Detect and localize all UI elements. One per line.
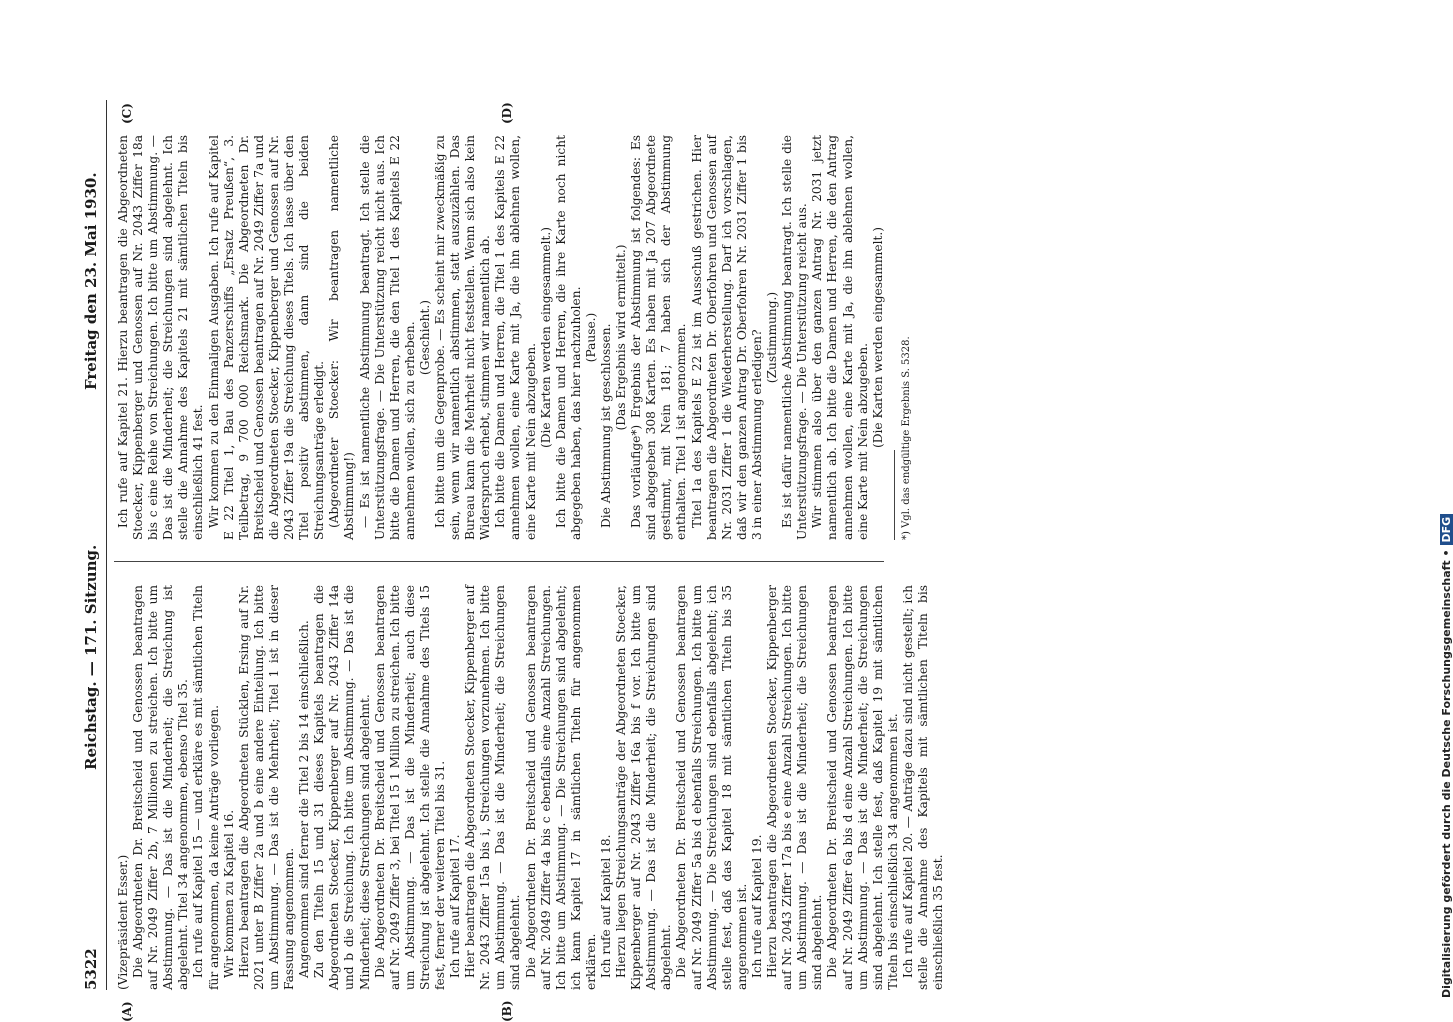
paragraph: (Die Karten werden eingesammelt.) [539,135,554,540]
margin-mark-a: (A) [120,1001,134,1022]
paragraph: Hier beantragen die Abgeordneten Stoecker, Kippenberger auf Nr. 2043 Ziffer 15a bis i, Streichungen vorzunehmen. Ich bitte um Abstimmung. — Das ist die Minderheit; die Streichungen sind abgelehnt. [463,585,523,990]
right-column [116,135,914,540]
paragraph: Ich bitte die Damen und Herren, die ihre Karte noch nicht abgegeben haben, das hier nachzuholen. [554,135,584,540]
paragraph: Ich bitte die Damen und Herren, die Titel 1 des Kapitels E 22 annehmen wollen, eine Karte mit Ja, die ihn ablehnen wollen, eine Karte mit Nein abzugeben. [493,135,538,540]
paragraph: (Geschieht.) [418,135,433,540]
paragraph: Die Abgeordneten Dr. Breitscheid und Genossen beantragen auf Nr. 2049 Ziffer 2b, 7 Millionen zu streichen. Ich bitte um Abstimmung. — Das ist die Minderheit; die Streichung ist abgelehnt. Titel 34 angenommen, ebenso Titel 35. [131,585,191,990]
page-date: Freitag den 23. Mai 1930. [82,172,100,390]
rotated-page [80,100,1310,990]
dfg-logo: DFG [1440,514,1453,546]
margin-mark-b: (B) [500,1001,514,1022]
paragraph: — Es ist namentliche Abstimmung beantragt. Ich stelle die Unterstützungsfrage. — Die Unterstützung reicht nicht aus. Ich bitte die Damen und Herren, die den Titel 1 des Kapitels E 22 annehmen wollen, sich zu erheben. [358,135,418,540]
paragraph: Angenommen sind ferner die Titel 2 bis 14 einschließlich. [297,585,312,990]
paragraph: Die Abstimmung ist geschlossen. [599,135,614,540]
paragraph: Die Abgeordneten Dr. Breitscheid und Genossen beantragen auf Nr. 2049 Ziffer 5a bis d ebenfalls Streichungen. Ich bitte um Abstimmung. — Die Streichungen sind ebenfalls abgelehnt; ich stelle fest, daß das Kapitel 18 mit sämtlichen Titeln bis 35 angenommen ist. [674,585,749,990]
paragraph: Ich rufe auf Kapitel 18. [599,585,614,990]
footnote: *) Vgl. das endgültige Ergebnis S. 5328. [899,135,914,540]
page-title: Reichstag. — 171. Sitzung. [82,545,100,770]
margin-mark-c: (C) [120,103,134,124]
paragraph: Das vorläufige*) Ergebnis der Abstimmung ist folgendes: Es sind abgegeben 308 Karten. Es haben mit Ja 207 Abgeordnete gestimmt, mit Nein 181; 7 haben sich der Abstimmung enthalten. Titel 1 ist angenommen. [629,135,689,540]
paragraph: Hierzu beantragen die Abgeordneten Stücklen, Ersing auf Nr. 2021 unter B Ziffer 2a und b eine andere Einteilung. Ich bitte um Abstimmung. — Das ist die Mehrheit; Titel 1 ist in dieser Fassung angenommen. [237,585,297,990]
paragraph: Die Abgeordneten Dr. Breitscheid und Genossen beantragen auf Nr. 2049 Ziffer 6a bis d eine Anzahl Streichungen. Ich bitte um Abstimmung. — Das ist die Minderheit; die Streichungen sind abgelehnt. Ich stelle fest, daß Kapitel 19 mit sämtlichen Titeln bis einschließlich 34 angenommen ist. [825,585,900,990]
paragraph: Ich rufe auf Kapitel 20. — Anträge dazu sind nicht gestellt; ich stelle die Annahme des Kapitels mit sämtlichen Titeln bis einschließlich 35 fest. [901,585,946,990]
paragraph: (Das Ergebnis wird ermittelt.) [614,135,629,540]
paragraph: Ich rufe auf Kapitel 19. [750,585,765,990]
paragraph: Die Abgeordneten Dr. Breitscheid und Genossen beantragen auf Nr. 2049 Ziffer 3, bei Titel 15 1 Million zu streichen. Ich bitte um Abstimmung. — Das ist die Minderheit; auch diese Streichung ist abgelehnt. Ich stelle die Annahme des Titels 15 fest, ferner der weiteren Titel bis 31. [373,585,448,990]
paragraph: Hierzu liegen Streichungsanträge der Abgeordneten Stoecker, Kippenberger auf Nr. 2043 Ziffer 16a bis f vor. Ich bitte um Abstimmung. — Das ist die Minderheit; die Streichungen sind abgelehnt. [614,585,674,990]
paragraph: (Zustimmung.) [765,135,780,540]
credit-text: Digitalisierung gefördert durch die Deutsche Forschungsgemeinschaft • [1440,549,1453,998]
paragraph: Es ist dafür namentliche Abstimmung beantragt. Ich stelle die Unterstützungsfrage. — Die Unterstützung reicht aus. [780,135,810,540]
paragraph: Ich rufe auf Kapitel 15 — und erkläre es mit sämtlichen Titeln für angenommen, da keine Anträge vorliegen. [191,585,221,990]
paragraph: Ich rufe auf Kapitel 21. Hierzu beantragen die Abgeordneten Stoecker, Kippenberger und Genossen auf Nr. 2043 Ziffer 18a bis c eine Reihe von Streichungen. Ich bitte um Abstimmung. — Das ist die Minderheit; die Streichungen sind abgelehnt. Ich stelle die Annahme des Kapitels 21 mit sämtlichen Titeln bis einschließlich 41 fest. [116,135,207,540]
paragraph: Wir kommen zu Kapitel 16. [222,585,237,990]
paragraph: (Vizepräsident Esser.) [116,585,131,990]
left-column [116,585,946,990]
paragraph: Titel 1a des Kapitels E 22 ist im Ausschuß gestrichen. Hier beantragen die Abgeordneten Dr. Oberfohren und Genossen auf Nr. 2031 Ziffer 1 die Wiederherstellung. Darf ich vorschlagen, daß wir den ganzen Antrag Dr. Oberfohren Nr. 2031 Ziffer 1 bis 3 in einer Abstimmung erledigen? [690,135,765,540]
paragraph: Wir stimmen also über den ganzen Antrag Nr. 2031 jetzt namentlich ab. Ich bitte die Damen und Herren, die den Antrag annehmen wollen, eine Karte mit Ja, die ihn ablehnen wollen, eine Karte mit Nein abzugeben. [810,135,870,540]
paragraph: Wir kommen zu den Einmaligen Ausgaben. Ich rufe auf Kapitel E 22 Titel 1, Bau des Panzerschiffs „Ersatz Preußen“, 3. Teilbetrag, 9 700 000 Reichsmark. Die Abgeordneten Dr. Breitscheid und Genossen beantragen auf Nr. 2049 Ziffer 7a und die Abgeordneten Stoecker, Kippenberger und Genossen auf Nr. 2043 Ziffer 19a die Streichung dieses Titels. Ich lasse über den Titel positiv abstimmen, dann sind die beiden Streichungsanträge erledigt. [207,135,328,540]
column-divider [114,561,884,562]
paragraph: (Die Karten werden eingesammelt.) [871,135,886,540]
footnote-rule [894,450,895,540]
paragraph: Die Abgeordneten Dr. Breitscheid und Genossen beantragen auf Nr. 2049 Ziffer 4a bis c ebenfalls eine Anzahl Streichungen. Ich bitte um Abstimmung. — Die Streichungen sind abgelehnt; ich kann Kapitel 17 in sämtlichen Titeln für angenommen erklären. [524,585,599,990]
page-header [80,100,107,990]
paragraph: Ich rufe auf Kapitel 17. [448,585,463,990]
margin-mark-d: (D) [500,102,514,124]
paragraph: Zu den Titeln 15 und 31 dieses Kapitels beantragen die Abgeordneten Stoecker, Kippenberger auf Nr. 2043 Ziffer 14a und b die Streichung. Ich bitte um Abstimmung. — Das ist die Minderheit; diese Streichungen sind abgelehnt. [312,585,372,990]
paragraph: Hierzu beantragen die Abgeordneten Stoecker, Kippenberger auf Nr. 2043 Ziffer 17a bis e eine Anzahl Streichungen. Ich bitte um Abstimmung. — Das ist die Minderheit; die Streichungen sind abgelehnt. [765,585,825,990]
paragraph: (Pause.) [584,135,599,540]
digitization-credit [1440,0,1453,998]
paragraph: Ich bitte um die Gegenprobe. — Es scheint mir zweckmäßig zu sein, wenn wir namentlich abstimmen, statt auszuzählen. Das Bureau kann die Mehrheit nicht feststellen. Wenn sich also kein Widerspruch erhebt, stimmen wir namentlich ab. [433,135,493,540]
page-number: 5322 [82,948,100,990]
paragraph: (Abgeordneter Stoecker: Wir beantragen namentliche Abstimmung!) [327,135,357,540]
